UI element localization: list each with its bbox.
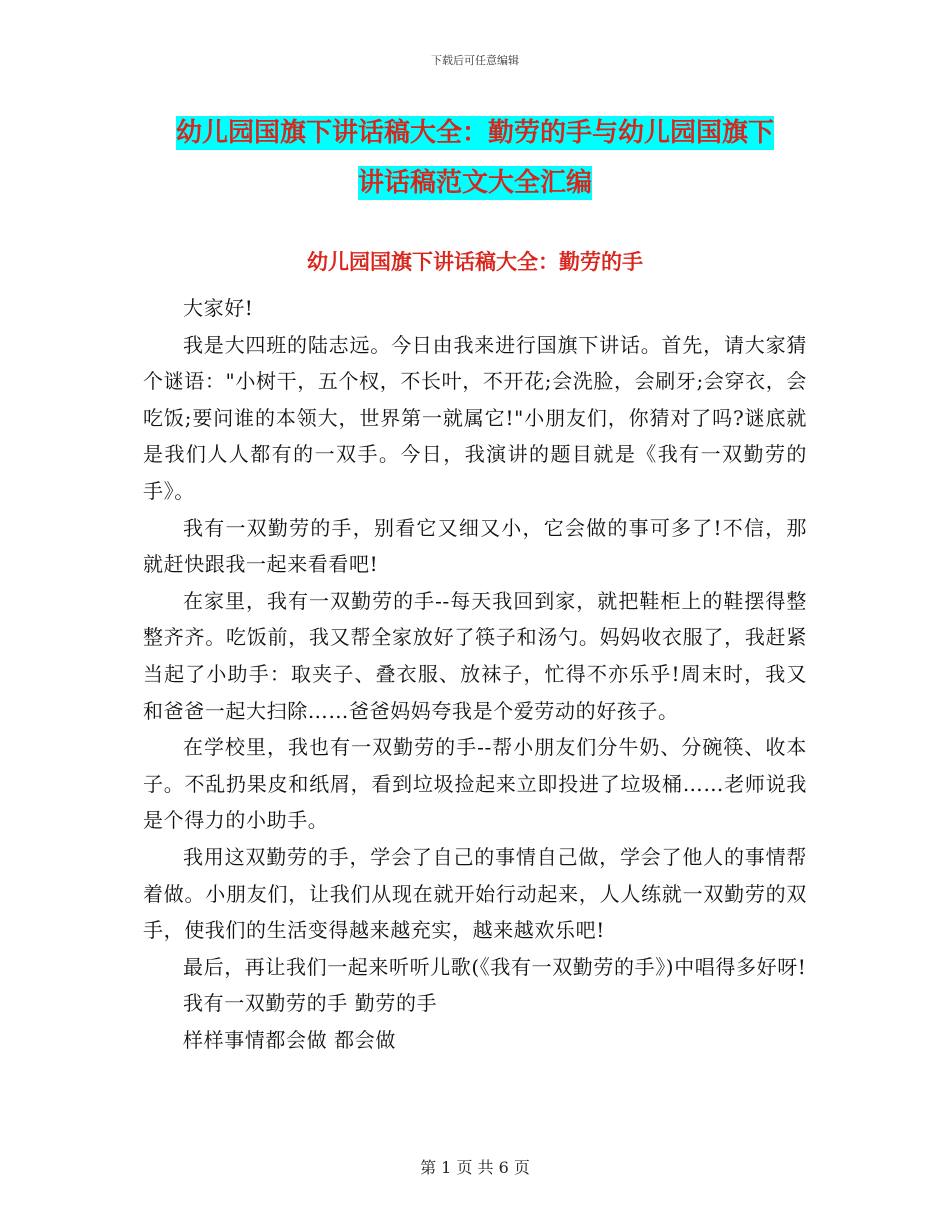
song-line-2: 样样事情都会做 都会做 — [183, 1027, 396, 1052]
paragraph-call-to-action: 我用这双勤劳的手，学会了自己的事情自己做，学会了他人的事情帮着做。小朋友们，让我们从现在就开始行动起来，人人练就一双勤劳的双手，使我们的生活变得越来越充实，越来越欢乐吧! — [143, 844, 807, 943]
document-title-line-2: 讲话稿范文大全汇编 — [357, 168, 592, 198]
document-title-line-1: 幼儿园国旗下讲话稿大全：勤劳的手与幼儿园国旗下 — [175, 118, 774, 148]
section-title: 幼儿园国旗下讲话稿大全：勤劳的手 — [307, 250, 643, 274]
paragraph-intro: 我有一双勤劳的手，别看它又细又小，它会做的事可多了!不信，那就赶快跟我一起来看看吧! — [143, 515, 807, 577]
header-note: 下载后可任意编辑 — [431, 54, 519, 67]
paragraph-greeting: 大家好! — [183, 296, 254, 320]
paragraph-song-intro: 最后，再让我们一起来听听儿歌(《我有一双勤劳的手》)中唱得多好呀! — [183, 954, 807, 979]
paragraph-riddle: 我是大四班的陆志远。今日由我来进行国旗下讲话。首先，请大家猜个谜语："小树干，五个杈，不长叶，不开花;会洗脸，会刷牙;会穿衣，会吃饭;要问谁的本领大，世界第一就属它!"小朋友们，你猜对了吗?谜底就是我们人人都有的一双手。今日，我演讲的题目就是《我有一双勤劳的手》。 — [143, 332, 807, 503]
paragraph-school: 在学校里，我也有一双勤劳的手--帮小朋友们分牛奶、分碗筷、收本子。不乱扔果皮和纸屑，看到垃圾捡起来立即投进了垃圾桶……老师说我是个得力的小助手。 — [143, 735, 807, 833]
page-number: 第 1 页 共 6 页 — [420, 1158, 530, 1177]
speech-body — [143, 290, 807, 1058]
document-title — [140, 108, 810, 208]
song-line-1: 我有一双勤劳的手 勤劳的手 — [183, 991, 438, 1016]
paragraph-home: 在家里，我有一双勤劳的手--每天我回到家，就把鞋柜上的鞋摆得整整齐齐。吃饭前，我又帮全家放好了筷子和汤勺。妈妈收衣服了，我赶紧当起了小助手：取夹子、叠衣服、放袜子，忙得不亦乐乎!周末时，我又和爸爸一起大扫除……爸爸妈妈夸我是个爱劳动的好孩子。 — [143, 588, 807, 723]
